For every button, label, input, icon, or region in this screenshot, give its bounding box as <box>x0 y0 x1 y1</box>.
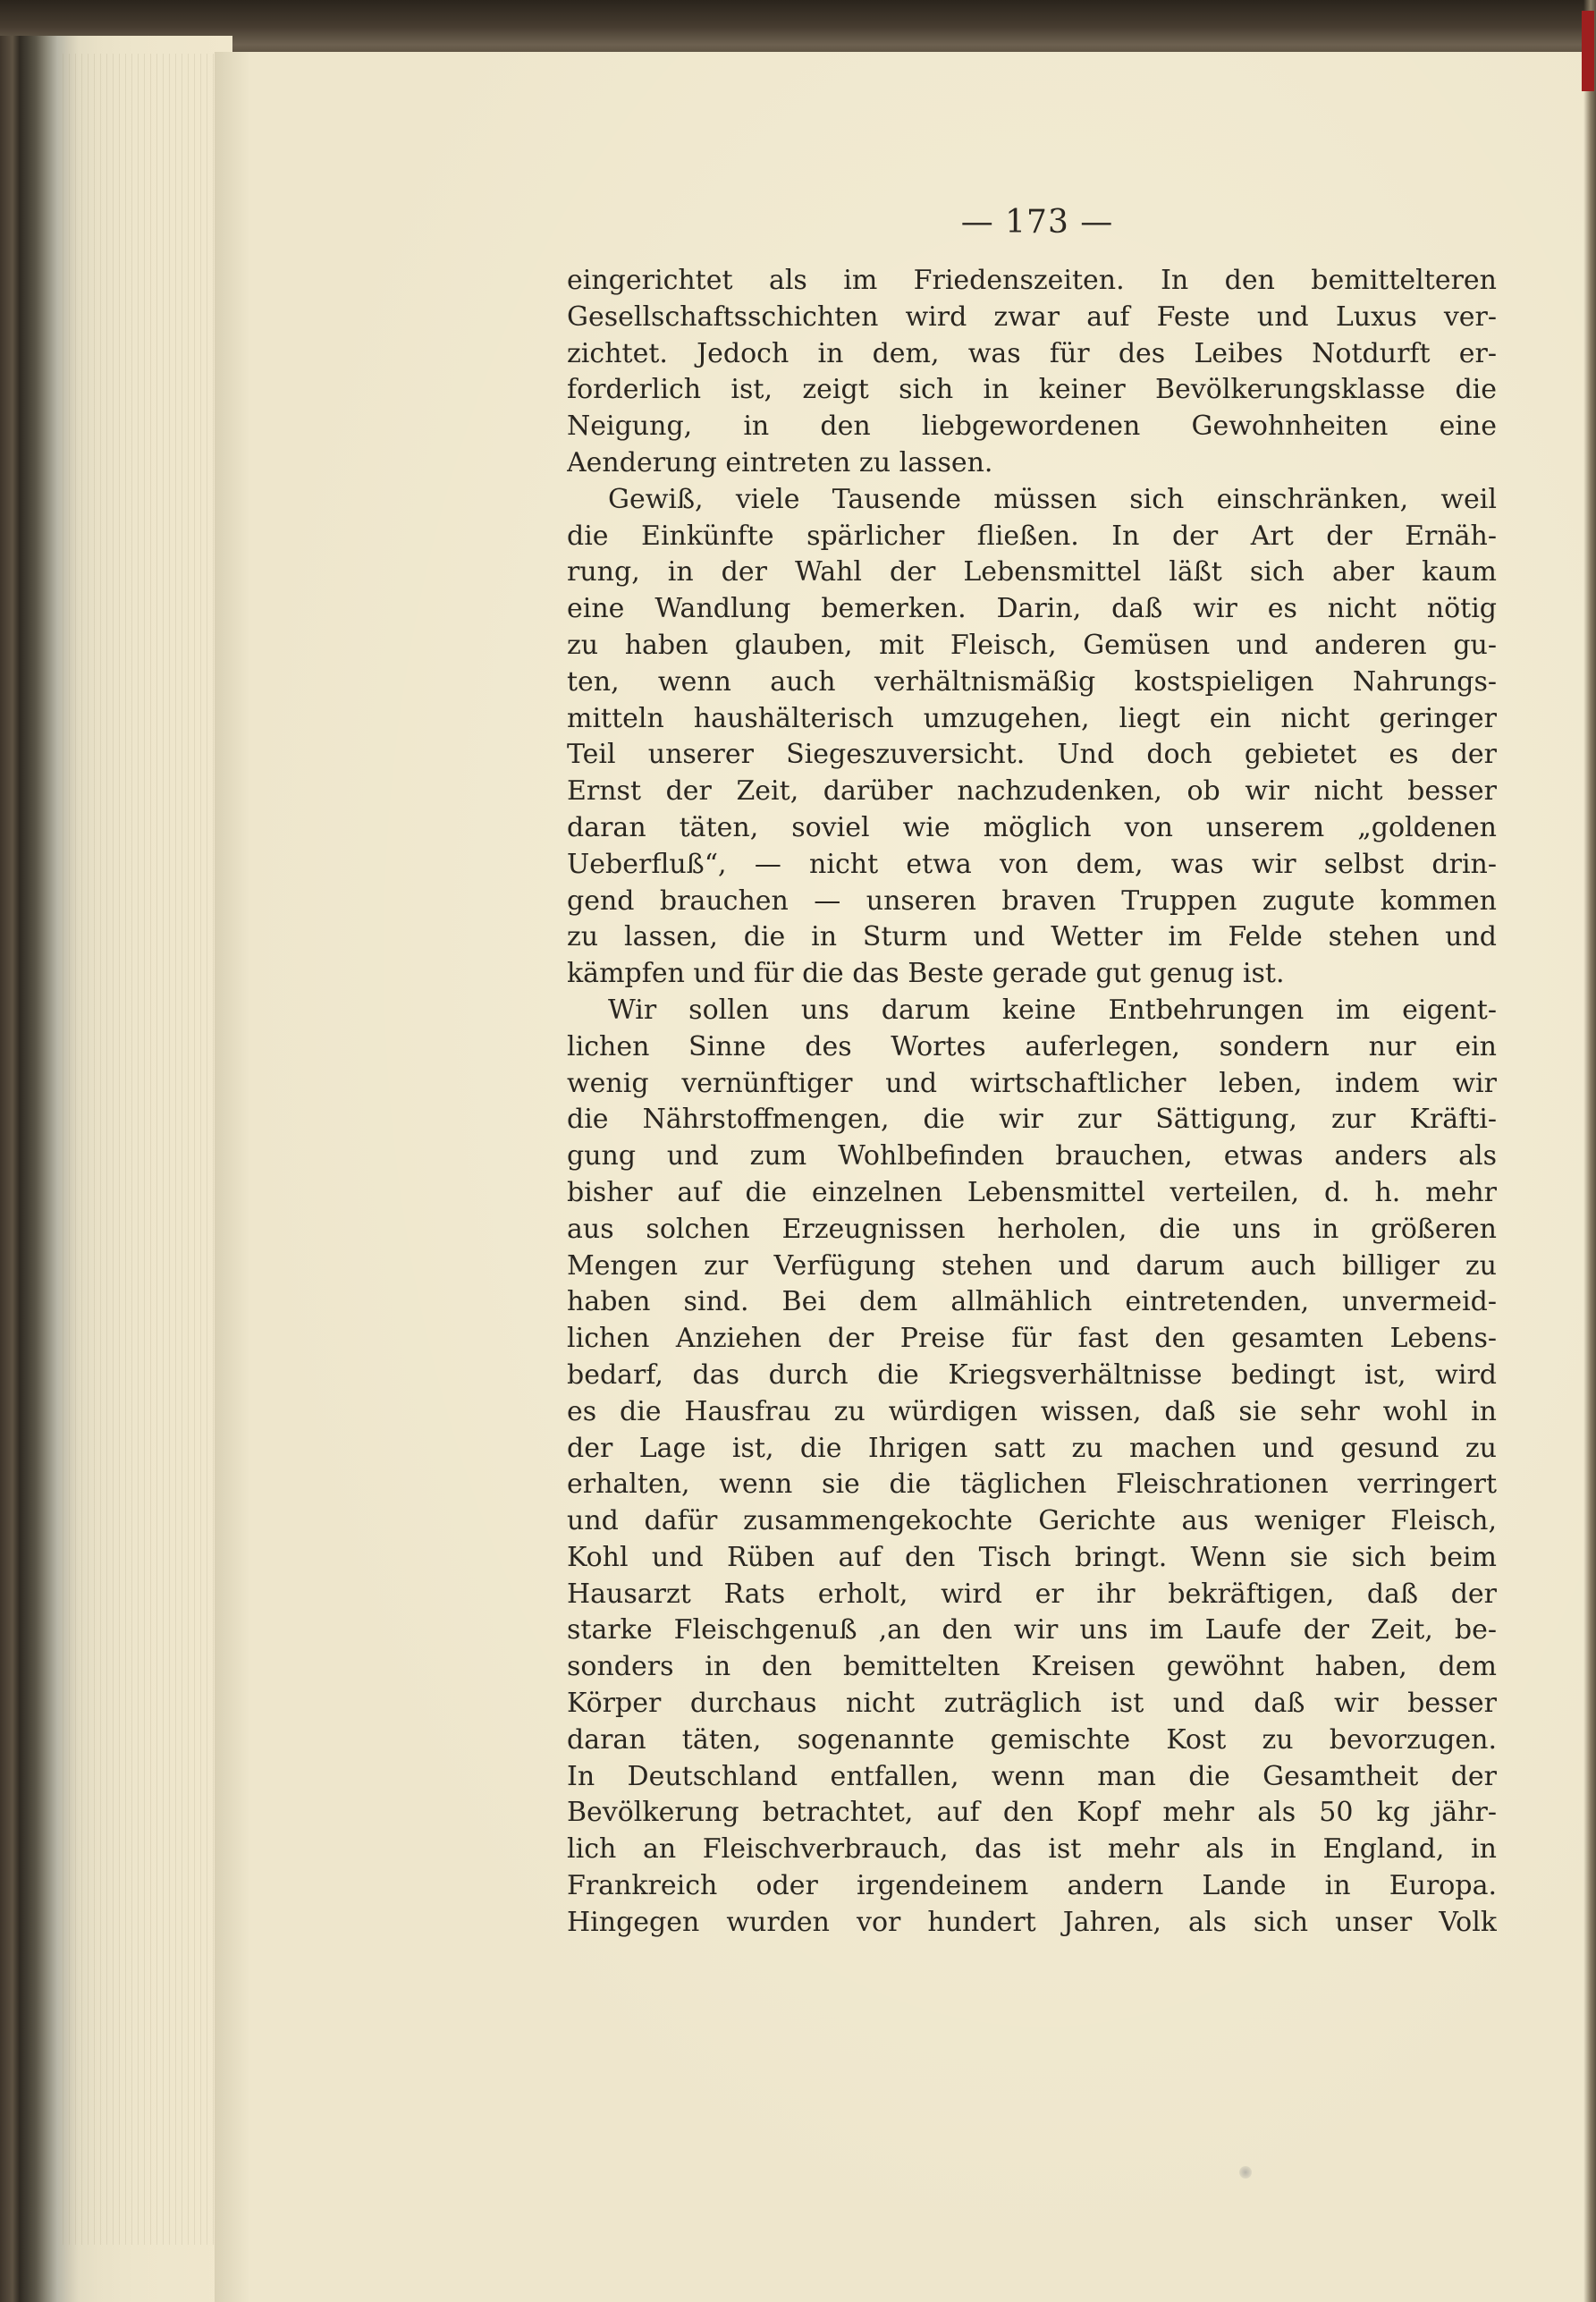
text-line: In Deutschland entfallen, wenn man die Gesamtheit der <box>567 1760 1497 1792</box>
text-line: gend brauchen — unseren braven Truppen zugute kommen <box>567 884 1497 917</box>
text-line: Aenderung eintreten zu lassen. <box>567 446 993 478</box>
text-line: Gesellschaftsschichten wird zwar auf Feste und Luxus ver- <box>567 300 1497 333</box>
text-line: gung und zum Wohlbefinden brauchen, etwas anders als <box>567 1140 1497 1172</box>
text-line: rung, in der Wahl der Lebensmittel läßt sich aber kaum <box>567 556 1497 588</box>
text-line: zichtet. Jedoch in dem, was für des Leibes Notdurft er- <box>567 337 1497 369</box>
text-line: forderlich ist, zeigt sich in keiner Bevölkerungsklasse die <box>567 374 1497 406</box>
text-line: Ernst der Zeit, darüber nachzudenken, ob wir nicht besser <box>567 775 1497 808</box>
text-line: Hingegen wurden vor hundert Jahren, als sich unser Volk <box>567 1906 1497 1938</box>
text-line: es die Hausfrau zu würdigen wissen, daß sie sehr wohl in <box>567 1395 1497 1427</box>
text-line: sonders in den bemittelten Kreisen gewöhnt haben, dem <box>567 1651 1497 1683</box>
text-line: aus solchen Erzeugnissen herholen, die uns in größeren <box>567 1213 1497 1245</box>
text-line: daran täten, soviel wie möglich von unserem „goldenen <box>567 811 1497 843</box>
text-line: Bevölkerung betrachtet, auf den Kopf mehr als 50 kg jähr- <box>567 1797 1497 1829</box>
book-page-edges <box>0 36 232 2302</box>
text-line: Mengen zur Verfügung stehen und darum auch billiger zu <box>567 1249 1497 1282</box>
bookmark-ribbon <box>1582 11 1594 91</box>
text-line: der Lage ist, die Ihrigen satt zu machen und gesund zu <box>567 1432 1497 1464</box>
text-line: Neigung, in den liebgewordenen Gewohnheiten eine <box>567 410 1497 443</box>
text-line: bedarf, das durch die Kriegsverhältnisse bedingt ist, wird <box>567 1358 1497 1391</box>
text-line: lich an Fleischverbrauch, das ist mehr als in England, in <box>567 1833 1497 1866</box>
text-line: lichen Anziehen der Preise für fast den gesamten Lebens- <box>567 1323 1497 1355</box>
text-line: Ueberfluß“, — nicht etwa von dem, was wir selbst drin- <box>567 848 1497 880</box>
text-line: erhalten, wenn sie die täglichen Fleischrationen verringert <box>567 1468 1497 1501</box>
text-line: kämpfen und für die das Beste gerade gut genug ist. <box>567 958 1285 990</box>
text-line: bisher auf die einzelnen Lebensmittel verteilen, d. h. mehr <box>567 1176 1497 1208</box>
page-number: — 173 — <box>960 204 1114 241</box>
text-line: daran täten, sogenannte gemischte Kost zu bevorzugen. <box>567 1723 1497 1756</box>
text-line: Frankreich oder irgendeinem andern Lande in Europa. <box>567 1870 1497 1902</box>
body-text <box>567 263 1497 1942</box>
text-line: die Nährstoffmengen, die wir zur Sättigung, zur Kräfti- <box>567 1104 1497 1136</box>
text-line: eingerichtet als im Friedenszeiten. In den bemittelteren <box>567 265 1497 296</box>
right-edge-shadow <box>1583 0 1596 2302</box>
text-line: Hausarzt Rats erholt, wird er ihr bekräftigen, daß der <box>567 1578 1497 1610</box>
text-line: eine Wandlung bemerken. Darin, daß wir es nicht nötig <box>567 593 1497 625</box>
text-line: haben sind. Bei dem allmählich eintretenden, unvermeid- <box>567 1286 1497 1318</box>
text-line: Teil unserer Siegeszuversicht. Und doch gebietet es der <box>567 739 1497 771</box>
text-line: Wir sollen uns darum keine Entbehrungen im eigent- <box>608 994 1497 1026</box>
text-line: und dafür zusammengekochte Gerichte aus weniger Fleisch, <box>567 1505 1497 1537</box>
text-line: starke Fleischgenuß ,an den wir uns im Laufe der Zeit, be- <box>567 1614 1497 1646</box>
text-line: zu lassen, die in Sturm und Wetter im Felde stehen und <box>567 921 1497 953</box>
text-line: mitteln haushälterisch umzugehen, liegt ein nicht geringer <box>567 702 1497 734</box>
text-line: lichen Sinne des Wortes auferlegen, sondern nur ein <box>567 1030 1497 1062</box>
top-shadow <box>0 0 1596 55</box>
text-line: Körper durchaus nicht zuträglich ist und daß wir besser <box>567 1688 1497 1720</box>
text-line: die Einkünfte spärlicher fließen. In der Art der Ernäh- <box>567 520 1497 552</box>
text-line: zu haben glauben, mit Fleisch, Gemüsen und anderen gu- <box>567 629 1497 661</box>
text-line: ten, wenn auch verhältnismäßig kostspieligen Nahrungs- <box>567 665 1497 698</box>
text-line: wenig vernünftiger und wirtschaftlicher leben, indem wir <box>567 1067 1497 1099</box>
text-line: Gewiß, viele Tausende müssen sich einschränken, weil <box>608 483 1497 515</box>
text-line: Kohl und Rüben auf den Tisch bringt. Wenn sie sich beim <box>567 1541 1497 1573</box>
ink-smudge <box>1239 2166 1252 2179</box>
